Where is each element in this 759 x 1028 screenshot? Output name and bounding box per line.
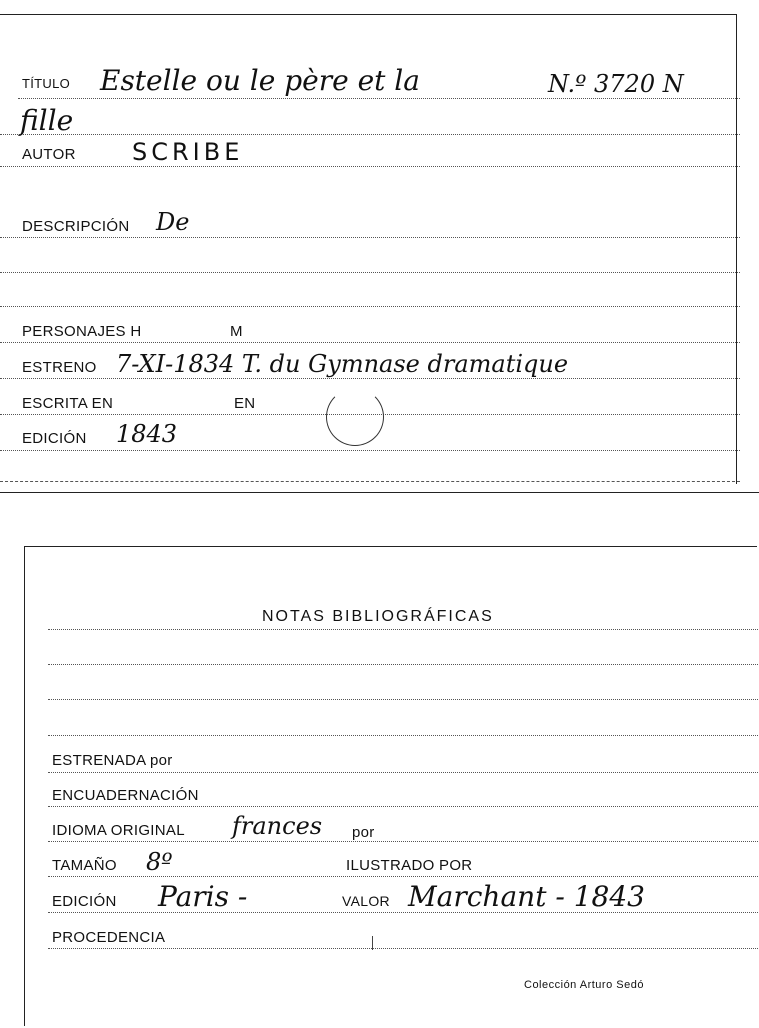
- estreno-label: ESTRENO: [22, 359, 97, 376]
- tamano-rule: [48, 876, 758, 877]
- idioma-rule: [48, 841, 758, 842]
- stamp-circle: [326, 388, 384, 446]
- escrita-en-label: ESCRITA EN: [22, 395, 114, 412]
- valor-value: Marchant - 1843: [408, 880, 645, 913]
- blank-rule-1: [0, 272, 740, 273]
- edicion-value-bottom: Paris -: [158, 880, 248, 913]
- notas-bibliograficas-heading: NOTAS BIBLIOGRÁFICAS: [262, 608, 494, 625]
- autor-label: AUTOR: [22, 146, 76, 163]
- notas-rule-1: [48, 629, 758, 630]
- titulo-rule: [18, 98, 740, 99]
- titulo-value-continued: fille: [20, 104, 74, 137]
- tamano-value: 8º: [146, 848, 173, 876]
- en-label: EN: [234, 395, 256, 412]
- edicion-value: 1843: [116, 420, 178, 448]
- personajes-label: PERSONAJES H: [22, 323, 142, 340]
- valor-label: VALOR: [342, 893, 390, 909]
- notas-rule-2: [48, 664, 758, 665]
- estrenada-label: ESTRENADA por: [52, 752, 173, 769]
- card-separator: [0, 492, 759, 493]
- idioma-label: IDIOMA ORIGINAL: [52, 822, 185, 839]
- tamano-label: TAMAÑO: [52, 857, 117, 874]
- notas-rule-4: [48, 735, 758, 736]
- coleccion-footer: Colección Arturo Sedó: [524, 979, 644, 991]
- encuadernacion-rule: [48, 806, 758, 807]
- descripcion-label: DESCRIPCIÓN: [22, 218, 130, 235]
- por-label: por: [352, 824, 375, 841]
- encuadernacion-label: ENCUADERNACIÓN: [52, 787, 199, 804]
- estreno-value: 7-XI-1834 T. du Gymnase dramatique: [116, 350, 569, 378]
- titulo-value: Estelle ou le père et la: [100, 64, 420, 97]
- descripcion-rule: [0, 237, 740, 238]
- ilustrado-label: ILUSTRADO POR: [346, 857, 473, 874]
- procedencia-mark: [372, 936, 374, 950]
- card-bottom-edge: [0, 481, 740, 482]
- titulo-rule-2: [0, 134, 740, 135]
- estrenada-rule: [48, 772, 758, 773]
- autor-rule: [0, 166, 740, 167]
- procedencia-label: PROCEDENCIA: [52, 929, 166, 946]
- personajes-rule: [0, 342, 740, 343]
- procedencia-rule: [48, 948, 758, 949]
- edicion-rule: [0, 450, 740, 451]
- notas-rule-3: [48, 699, 758, 700]
- edicion-label-bottom: EDICIÓN: [52, 893, 117, 910]
- personajes-m-label: M: [230, 323, 243, 340]
- estreno-rule: [0, 378, 740, 379]
- titulo-label: TÍTULO: [22, 76, 71, 91]
- autor-value: SCRIBE: [132, 138, 244, 166]
- edicion-valor-rule: [48, 912, 758, 913]
- edicion-label: EDICIÓN: [22, 430, 87, 447]
- descripcion-value: De: [156, 208, 190, 236]
- catalog-number: N.º 3720 N: [548, 70, 684, 98]
- idioma-value: frances: [232, 812, 323, 840]
- blank-rule-2: [0, 306, 740, 307]
